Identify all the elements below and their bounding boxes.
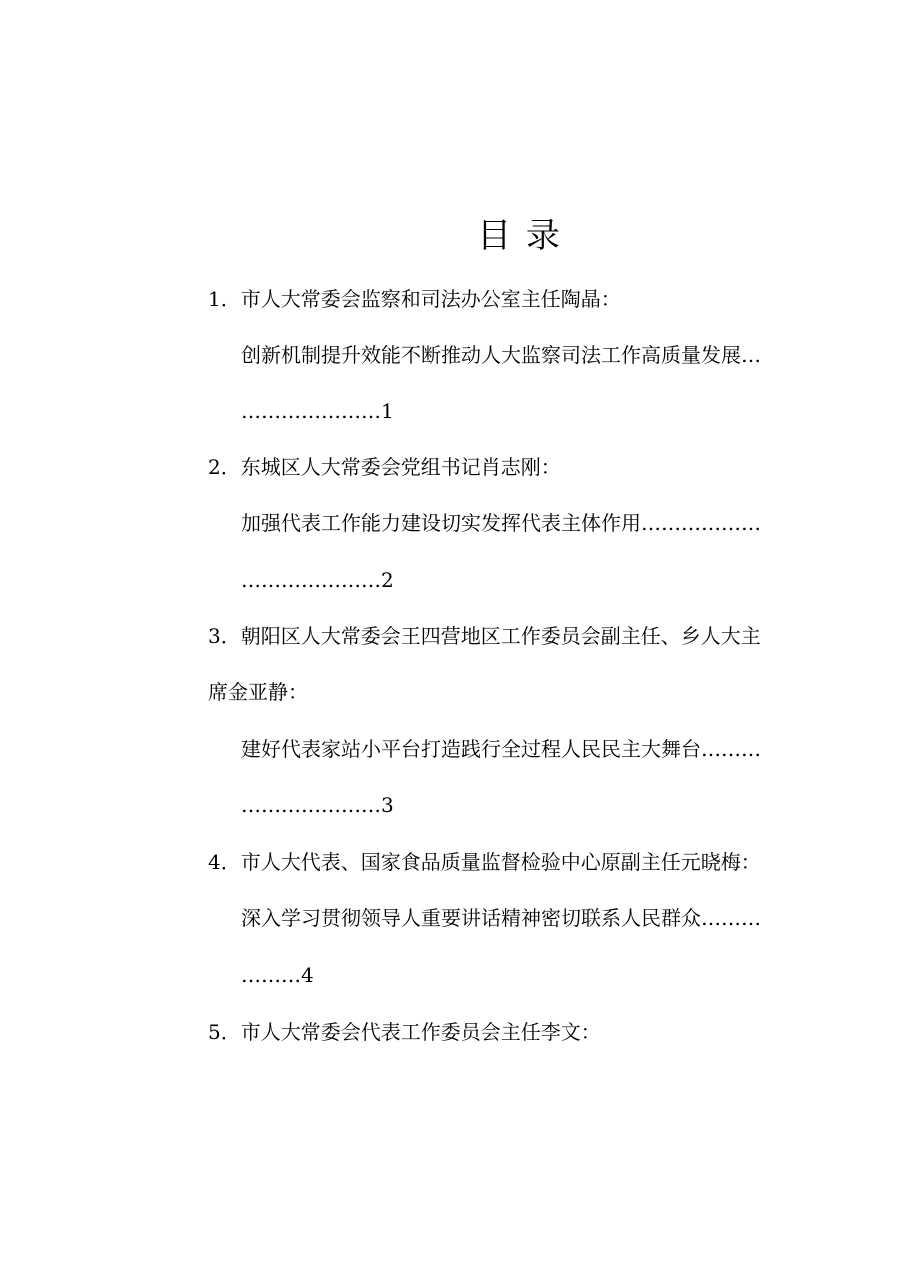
toc-entry-heading: 1．市人大常委会监察和司法办公室主任陶晶：: [208, 287, 621, 311]
page-number: 3: [381, 793, 394, 817]
toc-entry-leader-line: [241, 566, 394, 594]
toc-entry-subtitle: 创新机制提升效能不断推动人大监察司法工作高质量发展…: [241, 343, 761, 367]
toc-title: 目 录: [477, 216, 562, 256]
toc-entry-leader-line: [241, 397, 394, 425]
toc-entry-subtitle: 深入学习贯彻领导人重要讲话精神密切联系人民群众………: [241, 906, 761, 930]
toc-entry-heading: 5．市人大常委会代表工作委员会主任李文：: [208, 1020, 601, 1044]
page-number: 2: [381, 568, 394, 592]
page-number: 1: [381, 399, 394, 423]
dot-leader: …………………: [241, 399, 381, 423]
toc-entry-leader-line: [241, 791, 394, 819]
toc-entry-leader-line: [241, 961, 314, 989]
toc-entry-heading-continuation: 席金亚静：: [208, 680, 308, 704]
dot-leader: …………………: [241, 568, 381, 592]
toc-entry-heading: 4．市人大代表、国家食品质量监督检验中心原副主任元晓梅：: [208, 850, 761, 874]
page-number: 4: [301, 963, 314, 987]
toc-entry-subtitle: 加强代表工作能力建设切实发挥代表主体作用………………: [241, 511, 761, 535]
dot-leader: ………: [241, 963, 301, 987]
dot-leader: …………………: [241, 793, 381, 817]
toc-entry-heading: 2．东城区人大常委会党组书记肖志刚：: [208, 455, 561, 479]
toc-entry-heading: 3．朝阳区人大常委会王四营地区工作委员会副主任、乡人大主: [208, 624, 761, 648]
toc-entry-subtitle: 建好代表家站小平台打造践行全过程人民民主大舞台………: [241, 737, 761, 761]
